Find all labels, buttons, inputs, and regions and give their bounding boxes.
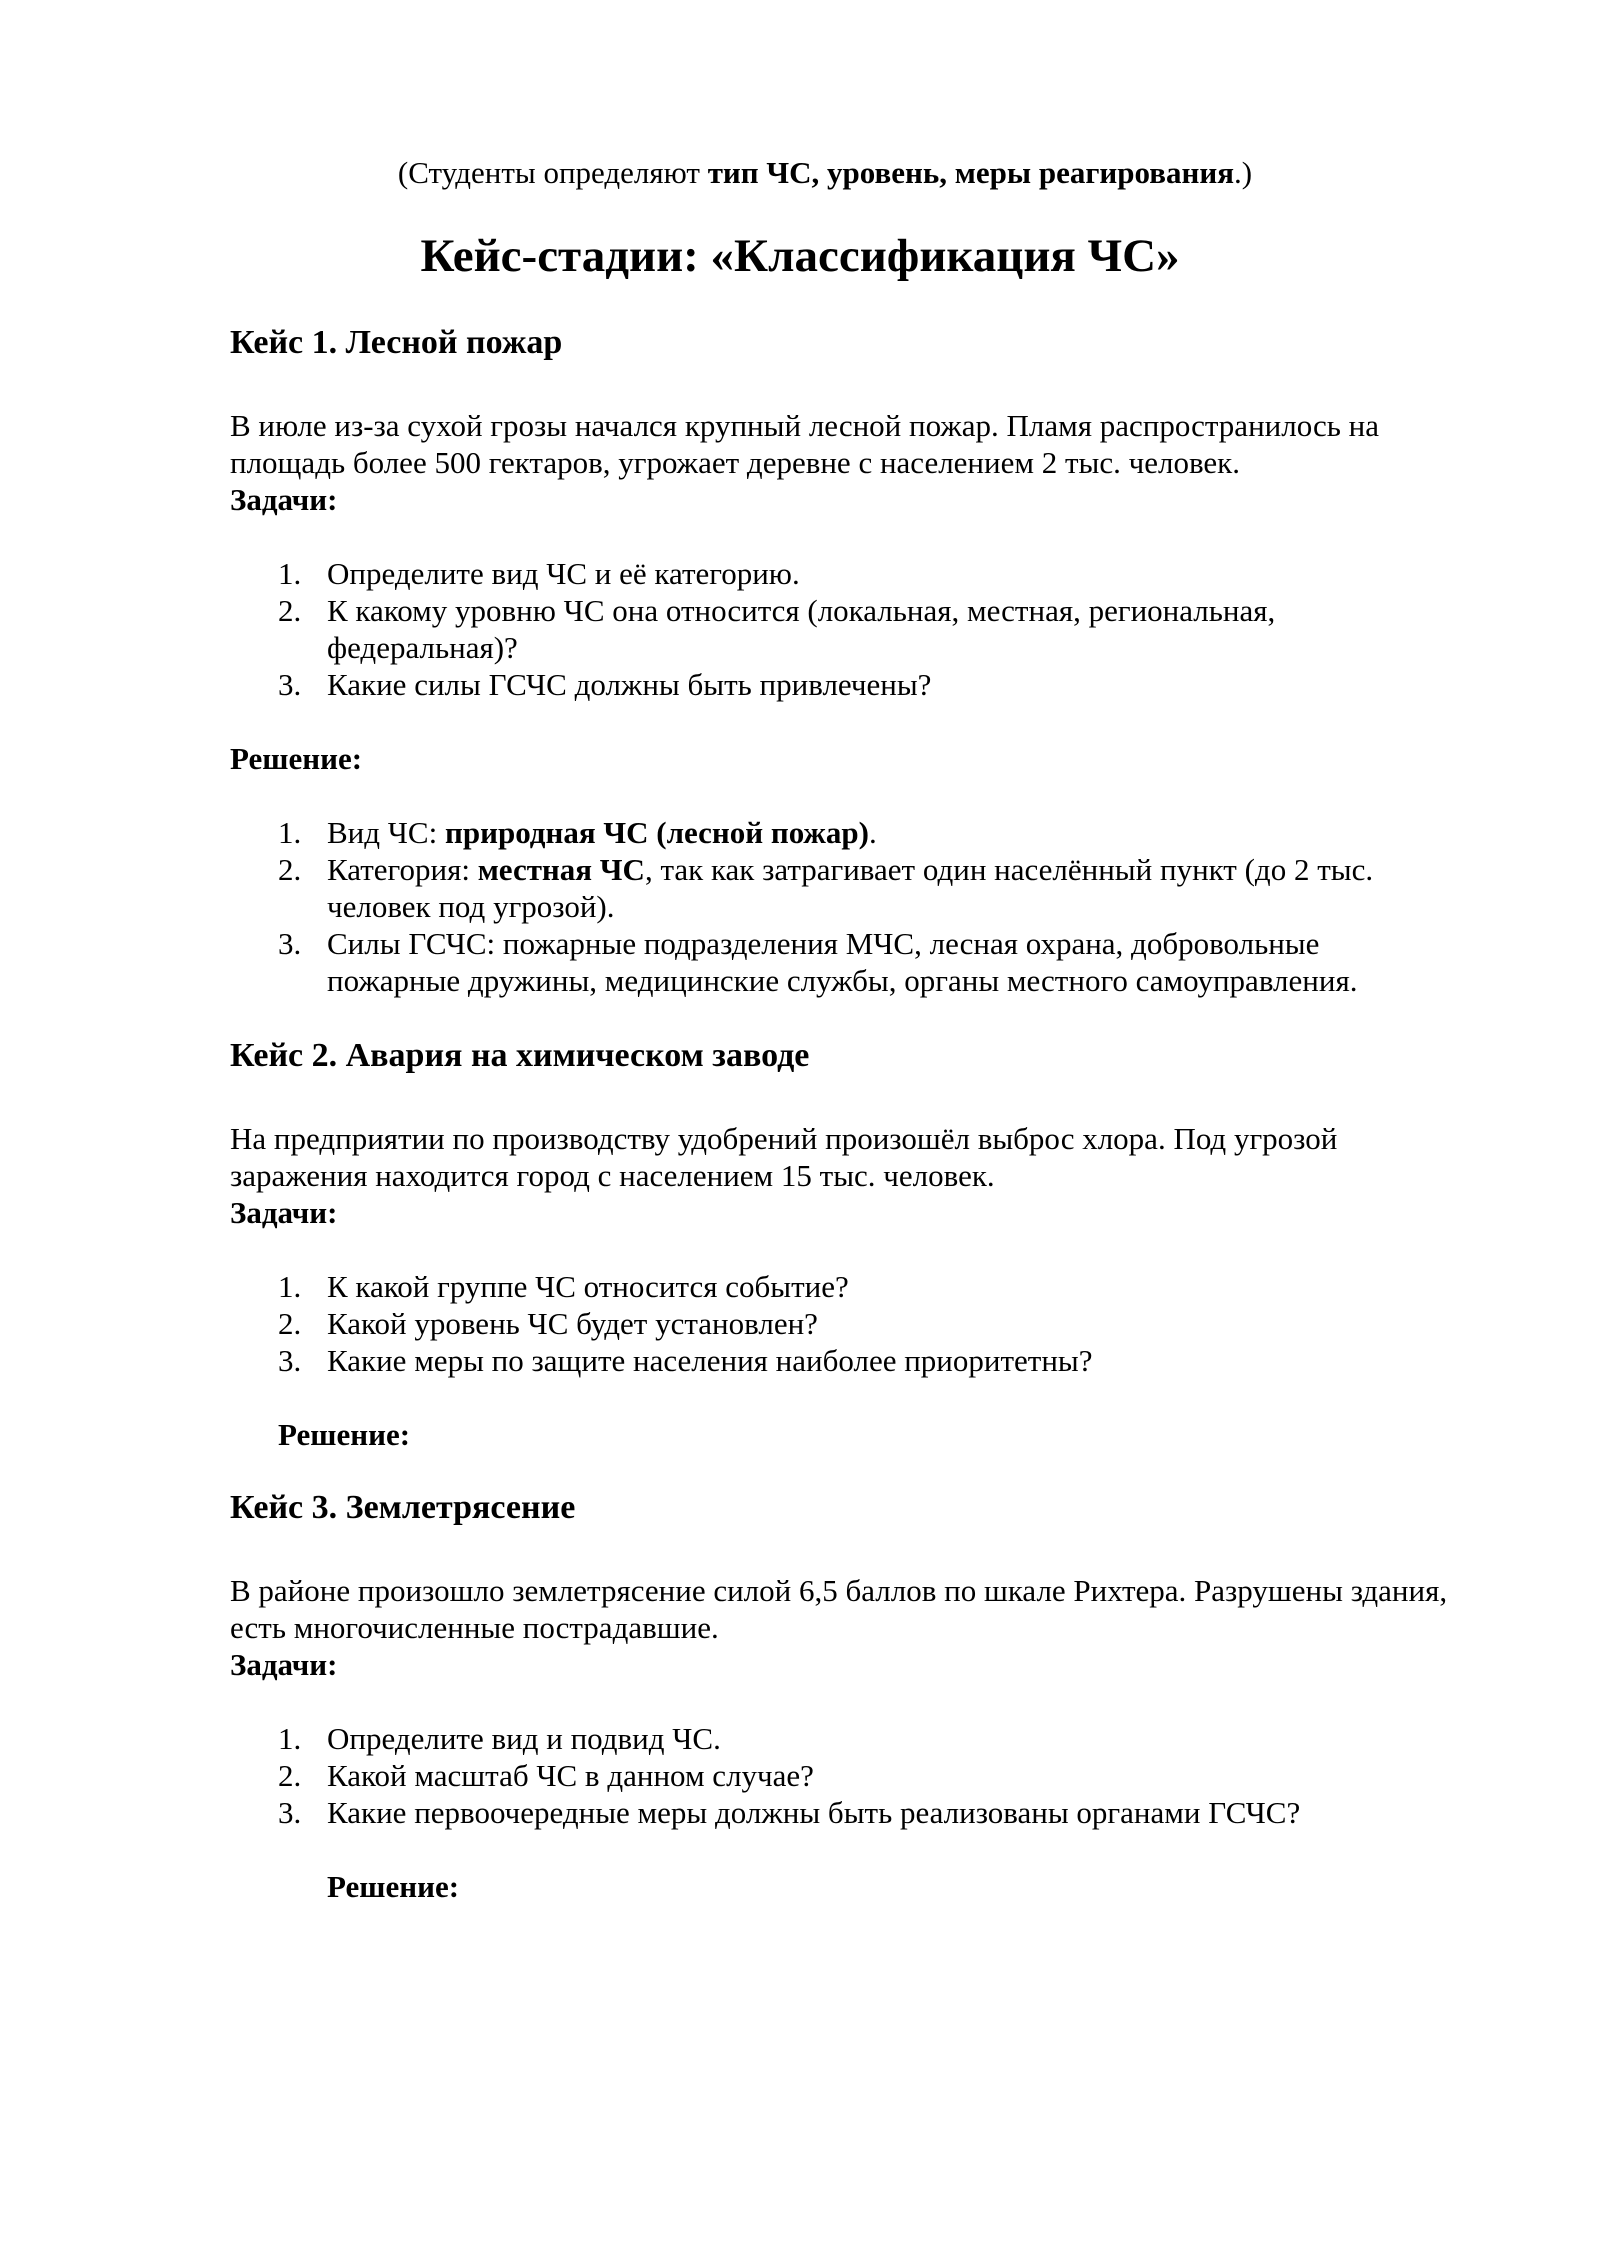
solution-text: Категория: — [327, 852, 478, 887]
case-2-heading: Кейс 2. Авария на химическом заводе — [230, 1037, 810, 1074]
list-item — [230, 1794, 1460, 1831]
page-title: Кейс-стадии: «Классификация ЧС» — [420, 230, 1180, 282]
list-number: 3. — [278, 926, 302, 961]
list-number: 1. — [278, 556, 302, 591]
task-text: Определите вид ЧС и её категорию. — [327, 556, 800, 591]
list-number: 1. — [278, 1269, 302, 1304]
case-2 — [230, 1036, 1460, 1453]
case-1-heading: Кейс 1. Лесной пожар — [230, 324, 563, 361]
case-1 — [230, 323, 1460, 999]
task-text: Какой уровень ЧС будет установлен? — [327, 1306, 818, 1341]
list-number: 3. — [278, 1343, 302, 1378]
list-number: 2. — [278, 1306, 302, 1341]
list-number: 1. — [278, 815, 302, 850]
list-item — [230, 666, 1460, 703]
case-1-solution-label: Решение: — [230, 741, 363, 776]
solution-bold: местная ЧС — [477, 852, 645, 887]
case-1-text: В июле из-за сухой грозы начался крупный лесной пожар. Пламя распространилось на площадь более 500 гектаров, угрожает деревне с населением 2 тыс. человек. — [230, 408, 1379, 480]
list-item — [230, 555, 1460, 592]
list-item — [230, 925, 1460, 999]
task-text: К какой группе ЧС относится событие? — [327, 1269, 849, 1304]
case-3-tasks-list — [230, 1720, 1460, 1831]
case-3-tasks-label: Задачи: — [230, 1647, 338, 1682]
task-text: Какой масштаб ЧС в данном случае? — [327, 1758, 814, 1793]
case-2-tasks-label: Задачи: — [230, 1195, 338, 1230]
solution-suffix: , так как затрагивает один населённый пункт (до 2 тыс. человек под угрозой). — [327, 852, 1374, 924]
list-number: 2. — [278, 593, 302, 628]
list-number: 3. — [278, 1795, 302, 1830]
solution-text: Силы ГСЧС: пожарные подразделения МЧС, лесная охрана, добровольные пожарные дружины, медицинские службы, органы местного самоуправления. — [327, 926, 1358, 998]
task-text: К какому уровню ЧС она относится (локальная, местная, региональная, федеральная)? — [327, 593, 1276, 665]
intro-prefix: (Студенты определяют — [397, 155, 708, 190]
task-text: Какие первоочередные меры должны быть реализованы органами ГСЧС? — [327, 1795, 1301, 1830]
case-2-text: На предприятии по производству удобрений произошёл выброс хлора. Под угрозой заражения находится город с населением 15 тыс. человек. — [230, 1121, 1338, 1193]
task-text: Какие силы ГСЧС должны быть привлечены? — [327, 667, 932, 702]
list-item — [230, 851, 1460, 925]
list-item — [230, 1305, 1460, 1342]
case-1-tasks-label: Задачи: — [230, 482, 338, 517]
list-item — [230, 814, 1460, 851]
case-2-solution-label: Решение: — [278, 1417, 411, 1452]
case-3-text: В районе произошло землетрясение силой 6,5 баллов по шкале Рихтера. Разрушены здания, есть многочисленные пострадавшие. — [230, 1573, 1448, 1645]
solution-bold: природная ЧС (лесной пожар) — [444, 815, 869, 850]
case-3-solution-label: Решение: — [327, 1869, 460, 1904]
list-item — [230, 1720, 1460, 1757]
intro-suffix: .) — [1233, 155, 1253, 190]
list-number: 2. — [278, 852, 302, 887]
list-item — [230, 1342, 1460, 1379]
case-2-tasks-list — [230, 1268, 1460, 1379]
case-1-tasks-list — [230, 555, 1460, 703]
intro-line — [0, 154, 1600, 191]
case-1-solution-list — [230, 814, 1460, 999]
solution-text: Вид ЧС: — [327, 815, 445, 850]
case-3-heading: Кейс 3. Землетрясение — [230, 1489, 576, 1526]
list-item — [230, 1757, 1460, 1794]
list-item — [230, 592, 1460, 666]
list-number: 3. — [278, 667, 302, 702]
solution-suffix: . — [868, 815, 877, 850]
task-text: Какие меры по защите населения наиболее приоритетны? — [327, 1343, 1093, 1378]
task-text: Определите вид и подвид ЧС. — [327, 1721, 721, 1756]
list-number: 2. — [278, 1758, 302, 1793]
intro-bold: тип ЧС, уровень, меры реагирования — [707, 155, 1234, 190]
list-item — [230, 1268, 1460, 1305]
case-3 — [230, 1488, 1460, 1905]
list-number: 1. — [278, 1721, 302, 1756]
